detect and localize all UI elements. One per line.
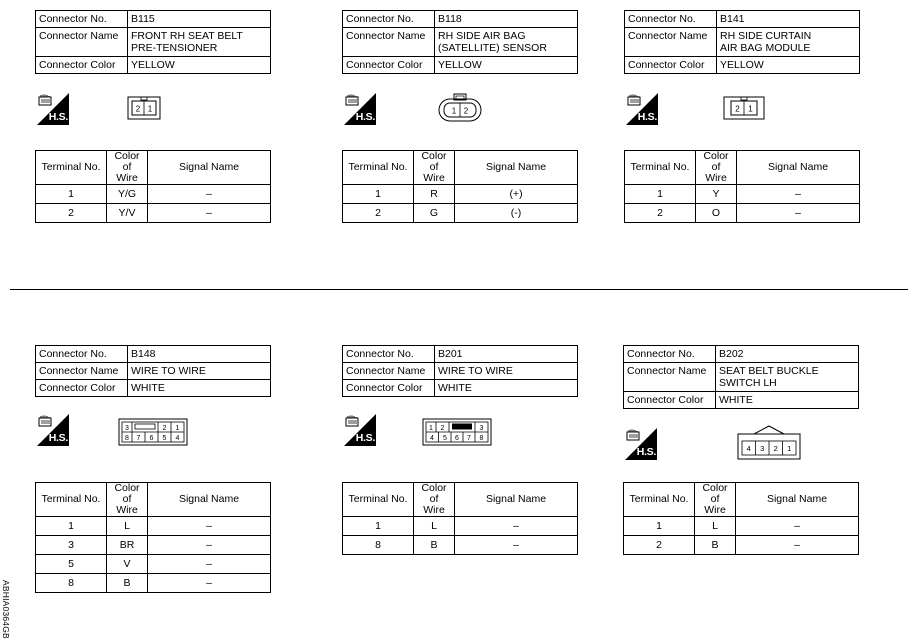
signal-name: – (148, 574, 271, 593)
connector-no-label: Connector No. (36, 346, 128, 363)
table-row (36, 204, 271, 223)
table-row (625, 204, 860, 223)
connector-no-value: B201 (435, 346, 578, 363)
signal-name: – (148, 536, 271, 555)
pin-label: 2 (135, 104, 141, 114)
connector-no-value: B202 (716, 346, 859, 363)
connector-no-value: B148 (128, 346, 271, 363)
wire-color: Y (696, 185, 737, 204)
connector-info-b148 (35, 345, 271, 397)
table-row (625, 185, 860, 204)
hs-label: H.S. (355, 111, 375, 123)
signal-name: – (148, 204, 271, 223)
color-of-wire-header: Color of Wire (107, 151, 148, 185)
signal-name-header: Signal Name (455, 151, 578, 185)
connector-name-value: WIRE TO WIRE (435, 363, 578, 380)
terminal-no: 8 (36, 574, 107, 593)
connector-face-b201 (422, 418, 492, 446)
hs-label: H.S. (355, 432, 375, 444)
wire-color: Y/G (107, 185, 148, 204)
pin-label: 1 (748, 104, 753, 114)
wire-color: V (107, 555, 148, 574)
hand-icon (345, 415, 360, 428)
connector-color-label: Connector Color (36, 57, 128, 74)
terminal-no: 1 (624, 517, 695, 536)
pin-label: 7 (467, 435, 471, 442)
terminal-no: 1 (343, 517, 414, 536)
connector-color-value: YELLOW (717, 57, 860, 74)
connector-color-value: YELLOW (128, 57, 271, 74)
wire-color: BR (107, 536, 148, 555)
connector-info-b115 (35, 10, 271, 74)
connector-face-b115 (127, 96, 161, 120)
terminal-no: 2 (625, 204, 696, 223)
wire-color: R (414, 185, 455, 204)
hand-icon (38, 94, 53, 107)
color-of-wire-header: Color of Wire (414, 151, 455, 185)
connector-no-label: Connector No. (624, 346, 716, 363)
wire-color: B (414, 536, 455, 555)
pin-label: 4 (746, 444, 751, 453)
color-of-wire-header: Color of Wire (696, 151, 737, 185)
connector-no-label: Connector No. (343, 11, 435, 28)
connector-face-b118 (438, 92, 482, 124)
table-row (36, 185, 271, 204)
signal-name-header: Signal Name (455, 483, 578, 517)
signal-name: – (148, 555, 271, 574)
connector-face-b202 (737, 424, 801, 460)
terminal-no: 1 (36, 185, 107, 204)
connector-color-label: Connector Color (624, 392, 716, 409)
pin-label: 2 (440, 425, 445, 432)
connector-info-b201 (342, 345, 578, 397)
connector-color-value: YELLOW (435, 57, 578, 74)
table-row (343, 536, 578, 555)
terminal-no: 2 (343, 204, 414, 223)
terminal-no: 1 (36, 517, 107, 536)
pin-label: 1 (429, 425, 433, 432)
connector-name-label: Connector Name (36, 363, 128, 380)
color-of-wire-header: Color of Wire (414, 483, 455, 517)
pin-label: 2 (773, 444, 778, 453)
table-row (624, 536, 859, 555)
connector-no-label: Connector No. (36, 11, 128, 28)
signal-name: – (736, 517, 859, 536)
signal-name-header: Signal Name (737, 151, 860, 185)
harness-side-icon (344, 93, 376, 125)
terminal-table-b148 (35, 482, 271, 593)
terminal-table-b141 (624, 150, 860, 223)
terminal-no: 8 (343, 536, 414, 555)
signal-name: – (455, 517, 578, 536)
terminal-no-header: Terminal No. (343, 151, 414, 185)
pin-label: 8 (125, 435, 129, 442)
connector-color-value: WHITE (435, 380, 578, 397)
terminal-no: 3 (36, 536, 107, 555)
connector-no-value: B115 (128, 11, 271, 28)
pin-label: 6 (455, 435, 459, 442)
connector-color-label: Connector Color (625, 57, 717, 74)
pin-label: 1 (787, 444, 792, 453)
terminal-no: 2 (36, 204, 107, 223)
terminal-no: 1 (625, 185, 696, 204)
wire-color: L (695, 517, 736, 536)
harness-side-icon (344, 414, 376, 446)
pin-label: 2 (735, 104, 740, 114)
connector-face-b148 (118, 418, 188, 446)
hand-icon (626, 429, 641, 442)
pin-label: 4 (175, 435, 180, 442)
connector-color-label: Connector Color (343, 57, 435, 74)
wire-color: Y/V (107, 204, 148, 223)
pin-label: 1 (147, 104, 153, 114)
table-row (36, 555, 271, 574)
pin-label: 6 (149, 435, 154, 442)
pin-label: 4 (430, 435, 434, 442)
table-row (36, 574, 271, 593)
signal-name-header: Signal Name (736, 483, 859, 517)
terminal-no: 1 (343, 185, 414, 204)
connector-name-value: RH SIDE AIR BAG (SATELLITE) SENSOR (435, 28, 578, 57)
terminal-no-header: Terminal No. (625, 151, 696, 185)
figure-code (0, 580, 12, 639)
table-row (343, 185, 578, 204)
connector-color-value: WHITE (128, 380, 271, 397)
pin-label: 5 (443, 435, 447, 442)
connector-color-value: WHITE (716, 392, 859, 409)
signal-name-header: Signal Name (148, 483, 271, 517)
connector-no-label: Connector No. (343, 346, 435, 363)
signal-name-header: Signal Name (148, 151, 271, 185)
connector-name-label: Connector Name (624, 363, 716, 392)
pin-label: 2 (463, 106, 469, 116)
color-of-wire-header: Color of Wire (695, 483, 736, 517)
hand-icon (627, 94, 642, 107)
connector-name-value: RH SIDE CURTAIN AIR BAG MODULE (717, 28, 860, 57)
pin-label: 2 (162, 425, 167, 432)
signal-name: (+) (455, 185, 578, 204)
pin-label: 3 (479, 425, 484, 432)
connector-face-b141 (723, 96, 765, 120)
wire-color: B (695, 536, 736, 555)
table-row (36, 517, 271, 536)
pin-label: 8 (479, 435, 484, 442)
pin-label: 3 (760, 444, 765, 453)
terminal-table-b202 (623, 482, 859, 555)
harness-side-icon (37, 414, 69, 446)
connector-no-value: B118 (435, 11, 578, 28)
signal-name: – (148, 517, 271, 536)
terminal-no-header: Terminal No. (36, 483, 107, 517)
hand-icon (38, 415, 53, 428)
connector-name-value: FRONT RH SEAT BELT PRE-TENSIONER (128, 28, 271, 57)
harness-side-icon (626, 93, 658, 125)
connector-no-label: Connector No. (625, 11, 717, 28)
signal-name: (-) (455, 204, 578, 223)
hs-label: H.S. (48, 111, 68, 123)
connector-name-label: Connector Name (343, 28, 435, 57)
table-row (624, 517, 859, 536)
connector-color-label: Connector Color (343, 380, 435, 397)
hs-label: H.S. (48, 432, 68, 444)
connector-name-value: WIRE TO WIRE (128, 363, 271, 380)
section-divider (10, 289, 908, 290)
terminal-no: 5 (36, 555, 107, 574)
connector-name-label: Connector Name (36, 28, 128, 57)
table-row (343, 204, 578, 223)
harness-side-icon (625, 428, 657, 460)
wire-color: G (414, 204, 455, 223)
connector-info-b141 (624, 10, 860, 74)
figure-code-text: ABHIA0364GB (1, 580, 11, 639)
pin-label: 7 (136, 435, 141, 442)
table-row (36, 536, 271, 555)
hand-icon (345, 94, 360, 107)
signal-name: – (737, 185, 860, 204)
hs-label: H.S. (636, 446, 656, 458)
signal-name: – (736, 536, 859, 555)
pin-label: 5 (162, 435, 167, 442)
terminal-no-header: Terminal No. (36, 151, 107, 185)
signal-name: – (455, 536, 578, 555)
signal-name: – (148, 185, 271, 204)
connector-info-b118 (342, 10, 578, 74)
pin-label: 3 (125, 425, 129, 432)
pin-label: 1 (451, 106, 457, 116)
connector-name-label: Connector Name (625, 28, 717, 57)
terminal-table-b115 (35, 150, 271, 223)
table-row (343, 517, 578, 536)
color-of-wire-header: Color of Wire (107, 483, 148, 517)
hs-label: H.S. (637, 111, 657, 123)
wire-color: B (107, 574, 148, 593)
terminal-table-b118 (342, 150, 578, 223)
connector-info-b202 (623, 345, 859, 409)
wire-color: O (696, 204, 737, 223)
connector-color-label: Connector Color (36, 380, 128, 397)
terminal-table-b201 (342, 482, 578, 555)
wire-color: L (414, 517, 455, 536)
terminal-no-header: Terminal No. (343, 483, 414, 517)
pin-label: 1 (175, 425, 180, 432)
signal-name: – (737, 204, 860, 223)
harness-side-icon (37, 93, 69, 125)
connector-no-value: B141 (717, 11, 860, 28)
connector-name-value: SEAT BELT BUCKLE SWITCH LH (716, 363, 859, 392)
terminal-no: 2 (624, 536, 695, 555)
wire-color: L (107, 517, 148, 536)
terminal-no-header: Terminal No. (624, 483, 695, 517)
connector-name-label: Connector Name (343, 363, 435, 380)
